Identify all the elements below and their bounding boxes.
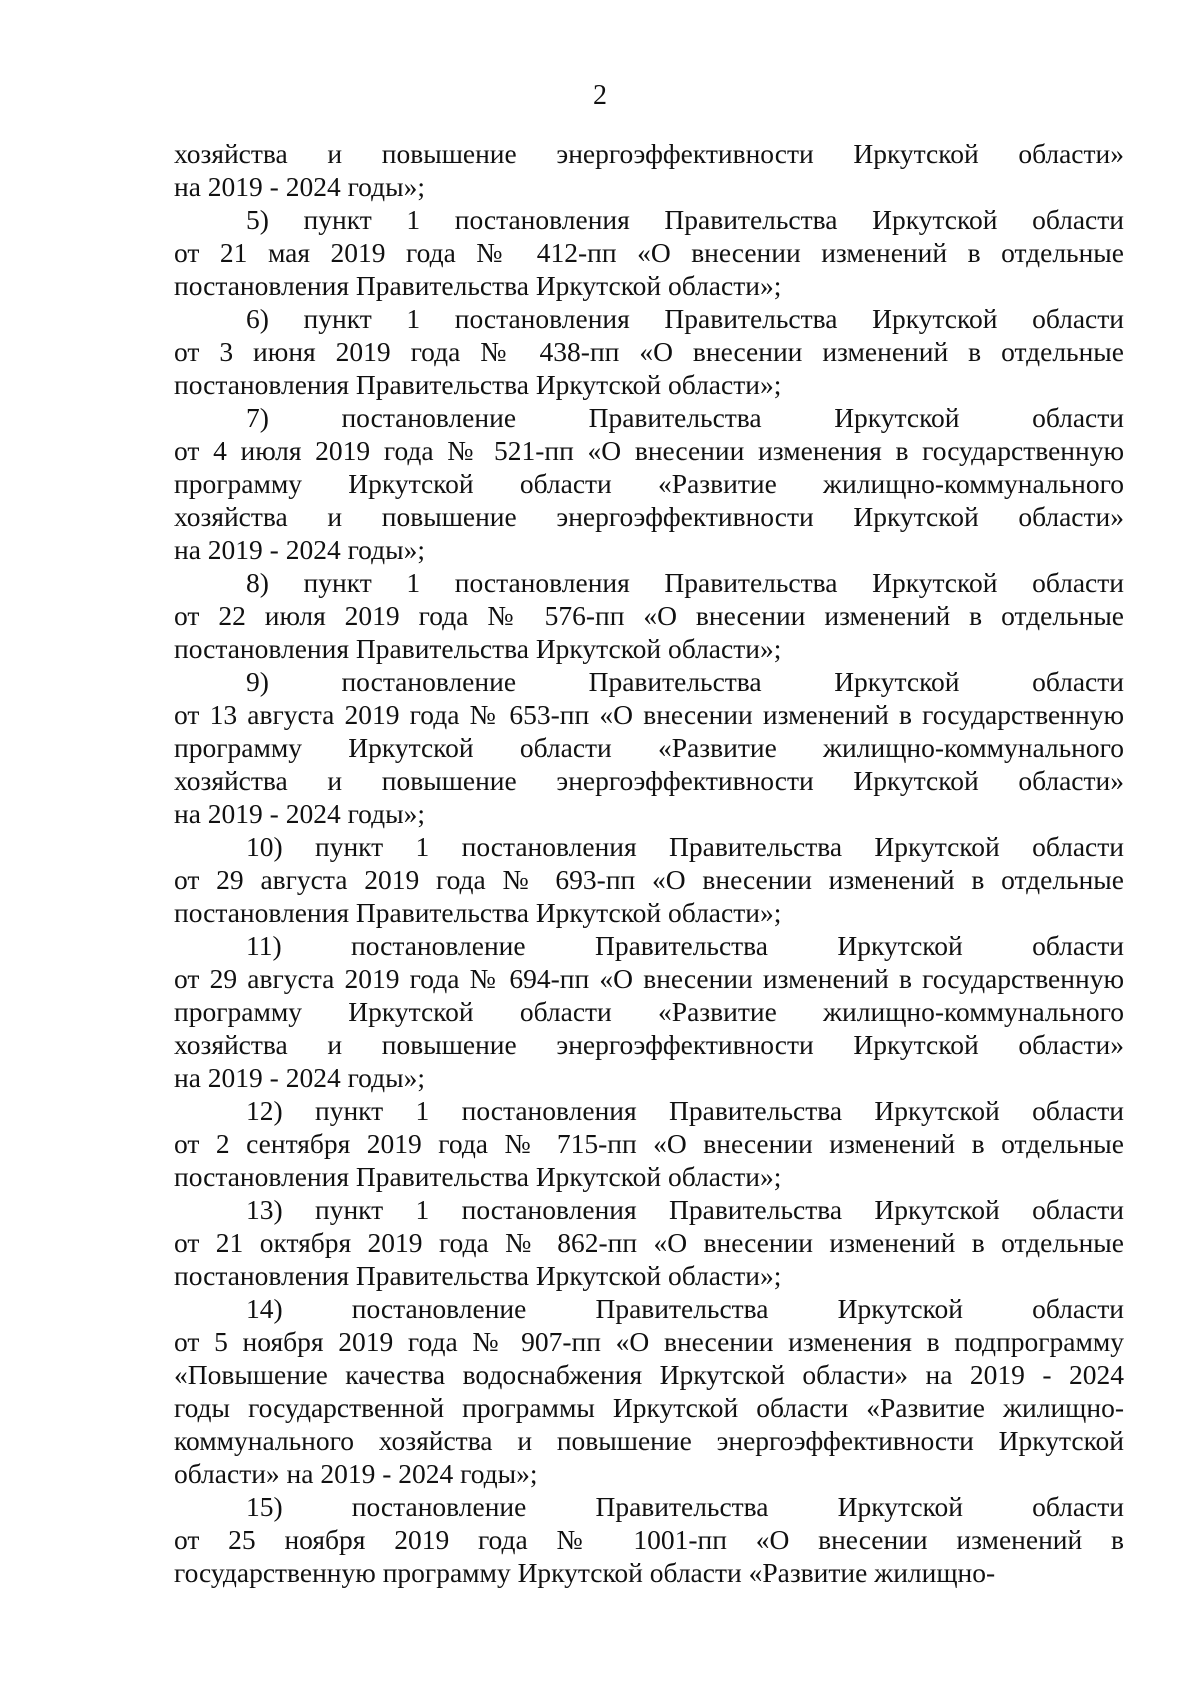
text-line: хозяйства и повышение энергоэффективности Иркутской области» (174, 138, 1124, 169)
text-line: от 22 июля 2019 года № 576-пп «О внесении изменений в отдельные (174, 600, 1124, 631)
text-line: 15) постановление Правительства Иркутской области (246, 1491, 1124, 1522)
text-line: от 4 июля 2019 года № 521-пп «О внесении изменения в государственную (174, 435, 1124, 466)
text-line: на 2019 - 2024 годы»; (174, 798, 425, 829)
text-line: на 2019 - 2024 годы»; (174, 534, 425, 565)
text-line: от 25 ноября 2019 года № 1001-пп «О внесении изменений в (174, 1524, 1124, 1555)
text-line: от 5 ноября 2019 года № 907-пп «О внесении изменения в подпрограмму (174, 1326, 1124, 1357)
text-line: программу Иркутской области «Развитие жилищно-коммунального (174, 468, 1124, 499)
text-line: 8) пункт 1 постановления Правительства Иркутской области (246, 567, 1124, 598)
text-line: постановления Правительства Иркутской области»; (174, 897, 782, 928)
text-line: 5) пункт 1 постановления Правительства Иркутской области (246, 204, 1124, 235)
text-line: на 2019 - 2024 годы»; (174, 1062, 425, 1093)
text-line: 14) постановление Правительства Иркутской области (246, 1293, 1124, 1324)
text-line: программу Иркутской области «Развитие жилищно-коммунального (174, 732, 1124, 763)
document-body (174, 137, 1124, 1589)
text-line: постановления Правительства Иркутской области»; (174, 369, 782, 400)
text-line: от 21 октября 2019 года № 862-пп «О внесении изменений в отдельные (174, 1227, 1124, 1258)
text-line: на 2019 - 2024 годы»; (174, 171, 425, 202)
text-line: государственную программу Иркутской области «Развитие жилищно- (174, 1557, 996, 1588)
text-line: хозяйства и повышение энергоэффективности Иркутской области» (174, 501, 1124, 532)
text-line: 6) пункт 1 постановления Правительства Иркутской области (246, 303, 1124, 334)
text-line: области» на 2019 - 2024 годы»; (174, 1458, 538, 1489)
text-line: «Повышение качества водоснабжения Иркутской области» на 2019 - 2024 (174, 1359, 1124, 1390)
text-line: постановления Правительства Иркутской области»; (174, 1161, 782, 1192)
text-line: коммунального хозяйства и повышение энергоэффективности Иркутской (174, 1425, 1124, 1456)
text-line: от 29 августа 2019 года № 693-пп «О внесении изменений в отдельные (174, 864, 1124, 895)
text-line: 10) пункт 1 постановления Правительства Иркутской области (246, 831, 1124, 862)
text-line: постановления Правительства Иркутской области»; (174, 270, 782, 301)
text-line: 9) постановление Правительства Иркутской области (246, 666, 1124, 697)
text-line: 11) постановление Правительства Иркутской области (246, 930, 1124, 961)
text-line: от 2 сентября 2019 года № 715-пп «О внесении изменений в отдельные (174, 1128, 1124, 1159)
text-line: постановления Правительства Иркутской области»; (174, 1260, 782, 1291)
text-line: 7) постановление Правительства Иркутской области (246, 402, 1124, 433)
page-number: 2 (593, 80, 607, 111)
text-line: от 29 августа 2019 года № 694-пп «О внесении изменений в государственную (174, 963, 1124, 994)
text-line: годы государственной программы Иркутской области «Развитие жилищно- (174, 1392, 1124, 1423)
text-line: от 21 мая 2019 года № 412-пп «О внесении изменений в отдельные (174, 237, 1124, 268)
text-line: 12) пункт 1 постановления Правительства Иркутской области (246, 1095, 1124, 1126)
text-line: от 13 августа 2019 года № 653-пп «О внесении изменений в государственную (174, 699, 1124, 730)
text-line: хозяйства и повышение энергоэффективности Иркутской области» (174, 1029, 1124, 1060)
text-line: программу Иркутской области «Развитие жилищно-коммунального (174, 996, 1124, 1027)
text-line: хозяйства и повышение энергоэффективности Иркутской области» (174, 765, 1124, 796)
text-line: постановления Правительства Иркутской области»; (174, 633, 782, 664)
text-line: 13) пункт 1 постановления Правительства Иркутской области (246, 1194, 1124, 1225)
text-line: от 3 июня 2019 года № 438-пп «О внесении изменений в отдельные (174, 336, 1124, 367)
